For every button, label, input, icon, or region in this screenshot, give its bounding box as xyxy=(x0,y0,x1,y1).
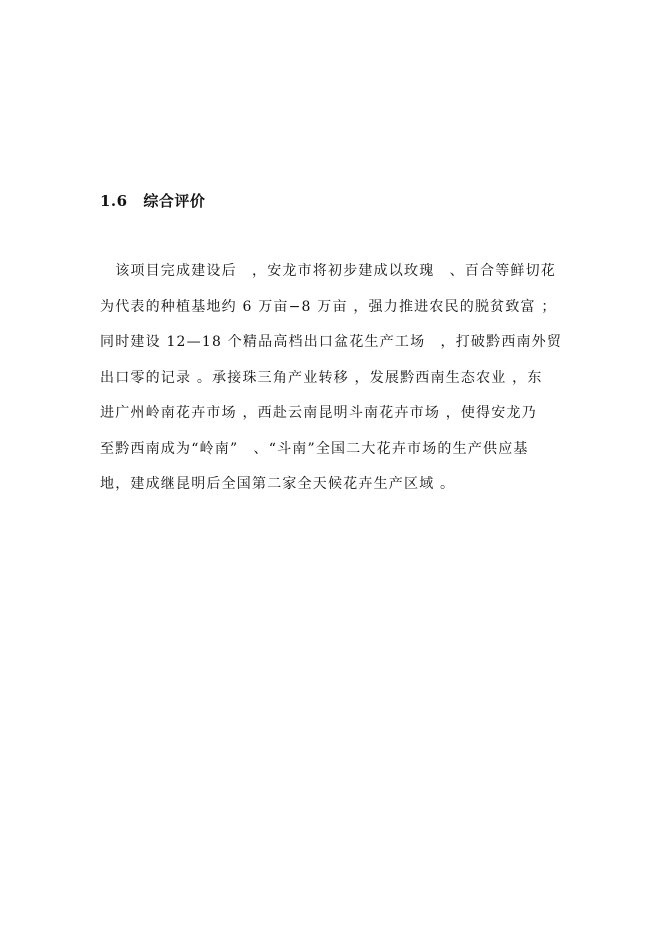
section-title: 综合评价 xyxy=(143,192,206,210)
section-heading xyxy=(100,190,205,211)
paragraph-line: 同时建设 12—18 个精品高档出口盆花生产工场 ，打破黔西南外贸 xyxy=(100,334,563,350)
paragraph-line: 出口零的记录 。承接珠三角产业转移 ，发展黔西南生态农业 ，东 xyxy=(100,369,543,386)
section-paragraph xyxy=(100,259,570,508)
paragraph-line: 该项目完成建设后 ，安龙市将初步建成以玫瑰 、百合等鲜切花 xyxy=(100,263,556,279)
paragraph-line: 为代表的种植基地约 6 万亩−8 万亩 ，强力推进农民的脱贫致富 ； xyxy=(100,298,557,315)
paragraph-line: 进广州岭南花卉市场 ，西赴云南昆明斗南花卉市场 ，使得安龙乃 xyxy=(100,405,537,421)
paragraph-line: 至黔西南成为“岭南” 、“斗南”全国二大花卉市场的生产供应基 xyxy=(100,440,529,457)
section-number: 1.6 xyxy=(100,192,128,210)
paragraph-line: 地，建成继昆明后全国第二家全天候花卉生产区域 。 xyxy=(100,476,456,492)
